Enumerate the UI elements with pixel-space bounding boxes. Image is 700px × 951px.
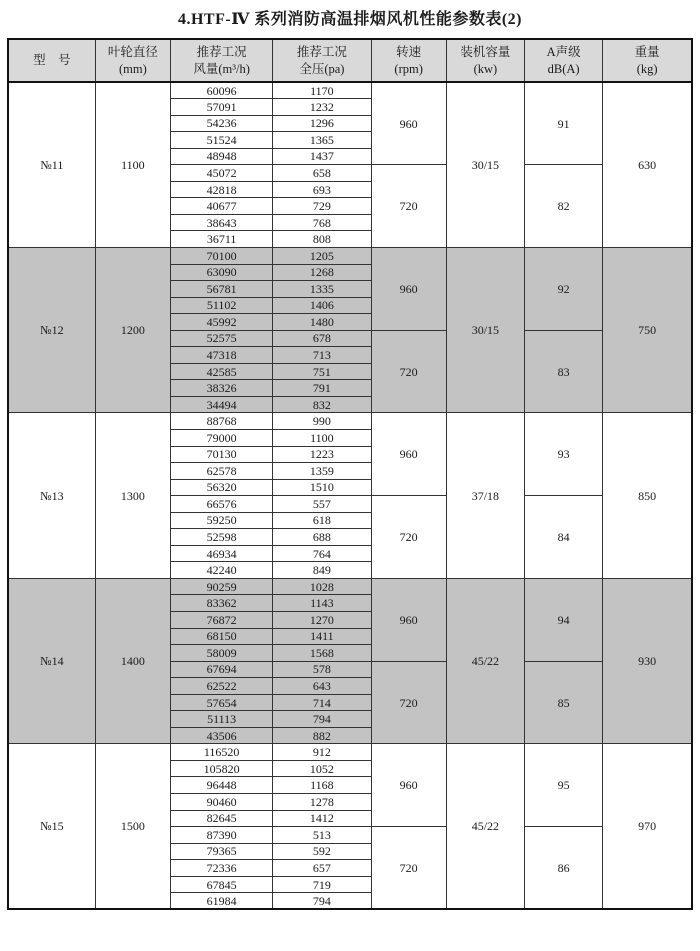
cell-airflow: 62522 [170,678,272,695]
cell-pressure: 714 [273,694,371,711]
cell-airflow: 57654 [170,694,272,711]
cell-airflow: 58009 [170,645,272,662]
cell-noise-level: 86 [524,827,602,910]
header-line1: 重量 [634,45,660,60]
cell-pressure: 592 [273,843,371,860]
cell-noise-level: 85 [524,661,602,744]
cell-airflow: 67694 [170,661,272,678]
cell-pressure: 1268 [273,264,371,281]
cell-pressure: 1568 [273,645,371,662]
header-row [8,39,692,82]
cell-capacity: 45/22 [446,744,524,909]
cell-pressure: 1437 [273,148,371,165]
cell-pressure: 1052 [273,760,371,777]
cell-pressure: 912 [273,744,371,761]
cell-pressure: 1411 [273,628,371,645]
cell-airflow: 68150 [170,628,272,645]
cell-pressure: 1170 [273,82,371,99]
cell-airflow: 88768 [170,413,272,430]
header-line1: 叶轮直径 [107,45,158,60]
cell-pressure: 1365 [273,132,371,149]
cell-pressure: 1223 [273,446,371,463]
cell-airflow: 72336 [170,860,272,877]
header-cell-6 [524,39,602,82]
cell-rpm: 960 [371,413,446,496]
cell-rpm: 960 [371,744,446,827]
cell-pressure: 1028 [273,578,371,595]
cell-pressure: 882 [273,727,371,744]
cell-airflow: 52598 [170,529,272,546]
cell-pressure: 688 [273,529,371,546]
cell-airflow: 67845 [170,876,272,893]
cell-pressure: 1143 [273,595,371,612]
header-line2: (mm) [118,61,147,76]
header-line2: (rpm) [394,61,423,76]
cell-rpm: 720 [371,827,446,910]
cell-airflow: 63090 [170,264,272,281]
header-cell-7 [603,39,692,82]
cell-pressure: 693 [273,181,371,198]
cell-capacity: 45/22 [446,578,524,743]
cell-airflow: 40677 [170,198,272,215]
cell-pressure: 794 [273,711,371,728]
cell-pressure: 1278 [273,794,371,811]
cell-airflow: 52575 [170,330,272,347]
cell-pressure: 1510 [273,479,371,496]
cell-airflow: 87390 [170,827,272,844]
cell-pressure: 1205 [273,247,371,264]
table-body [8,82,692,909]
header-cell-5 [446,39,524,82]
cell-rpm: 720 [371,165,446,248]
cell-weight: 750 [603,247,692,412]
cell-airflow: 45992 [170,314,272,331]
cell-rpm: 960 [371,247,446,330]
header-cell-0 [8,39,95,82]
cell-noise-level: 93 [524,413,602,496]
cell-airflow: 76872 [170,612,272,629]
cell-pressure: 713 [273,347,371,364]
cell-airflow: 82645 [170,810,272,827]
cell-pressure: 751 [273,363,371,380]
cell-airflow: 62578 [170,463,272,480]
header-line1: 型 号 [33,53,71,68]
cell-airflow: 56320 [170,479,272,496]
document-page [0,6,700,910]
cell-airflow: 96448 [170,777,272,794]
cell-airflow: 42240 [170,562,272,579]
cell-airflow: 70100 [170,247,272,264]
cell-airflow: 66576 [170,496,272,513]
cell-pressure: 729 [273,198,371,215]
cell-pressure: 1270 [273,612,371,629]
cell-airflow: 90259 [170,578,272,595]
header-line1: A声级 [546,45,581,60]
cell-pressure: 513 [273,827,371,844]
cell-airflow: 38643 [170,214,272,231]
cell-model: №12 [8,247,95,412]
cell-noise-level: 82 [524,165,602,248]
cell-airflow: 60096 [170,82,272,99]
cell-airflow: 34494 [170,396,272,413]
cell-model: №11 [8,82,95,247]
cell-pressure: 719 [273,876,371,893]
cell-rpm: 720 [371,496,446,579]
header-line2: dB(A) [547,61,580,76]
cell-weight: 630 [603,82,692,247]
cell-pressure: 808 [273,231,371,248]
fan-performance-table [7,38,693,910]
cell-model: №15 [8,744,95,909]
cell-diameter: 1100 [95,82,170,247]
cell-airflow: 42585 [170,363,272,380]
header-line2: (kg) [636,61,658,76]
cell-noise-level: 91 [524,82,602,165]
cell-airflow: 70130 [170,446,272,463]
cell-airflow: 116520 [170,744,272,761]
cell-airflow: 38326 [170,380,272,397]
page-title: 4.HTF-Ⅳ 系列消防高温排烟风机性能参数表(2) [177,11,523,28]
cell-airflow: 51524 [170,132,272,149]
cell-airflow: 42818 [170,181,272,198]
cell-airflow: 90460 [170,794,272,811]
header-cell-3 [273,39,371,82]
cell-weight: 850 [603,413,692,578]
cell-pressure: 1168 [273,777,371,794]
header-line1: 推荐工况 [196,45,247,60]
cell-pressure: 1296 [273,115,371,132]
cell-airflow: 51113 [170,711,272,728]
cell-pressure: 990 [273,413,371,430]
cell-pressure: 794 [273,893,371,910]
header-line2: 风量(m³/h) [193,61,250,76]
cell-pressure: 618 [273,512,371,529]
cell-diameter: 1200 [95,247,170,412]
cell-pressure: 832 [273,396,371,413]
cell-airflow: 56781 [170,281,272,298]
cell-airflow: 43506 [170,727,272,744]
cell-pressure: 764 [273,545,371,562]
cell-capacity: 30/15 [446,247,524,412]
cell-pressure: 1412 [273,810,371,827]
header-cell-4 [371,39,446,82]
table-row [8,247,692,264]
cell-pressure: 791 [273,380,371,397]
cell-noise-level: 94 [524,578,602,661]
cell-pressure: 849 [273,562,371,579]
cell-pressure: 1100 [273,429,371,446]
cell-airflow: 51102 [170,297,272,314]
cell-model: №13 [8,413,95,578]
cell-pressure: 557 [273,496,371,513]
cell-weight: 970 [603,744,692,909]
cell-pressure: 768 [273,214,371,231]
cell-rpm: 960 [371,578,446,661]
header-cell-1 [95,39,170,82]
cell-airflow: 79365 [170,843,272,860]
header-line1: 转速 [396,45,422,60]
cell-airflow: 83362 [170,595,272,612]
cell-airflow: 54236 [170,115,272,132]
cell-pressure: 658 [273,165,371,182]
header-line2: 全压(pa) [299,61,345,76]
cell-airflow: 61984 [170,893,272,910]
cell-airflow: 105820 [170,760,272,777]
cell-diameter: 1300 [95,413,170,578]
cell-weight: 930 [603,578,692,743]
cell-pressure: 1359 [273,463,371,480]
table-header [8,39,692,82]
cell-pressure: 1406 [273,297,371,314]
header-line1: 推荐工况 [296,45,347,60]
header-line2: (kw) [473,61,498,76]
cell-airflow: 45072 [170,165,272,182]
cell-pressure: 657 [273,860,371,877]
cell-pressure: 578 [273,661,371,678]
cell-diameter: 1500 [95,744,170,909]
header-line1: 装机容量 [460,45,511,60]
cell-noise-level: 84 [524,496,602,579]
cell-pressure: 1480 [273,314,371,331]
cell-pressure: 678 [273,330,371,347]
cell-rpm: 960 [371,82,446,165]
cell-airflow: 47318 [170,347,272,364]
table-row [8,82,692,99]
table-row [8,413,692,430]
cell-pressure: 643 [273,678,371,695]
cell-airflow: 36711 [170,231,272,248]
cell-airflow: 46934 [170,545,272,562]
cell-diameter: 1400 [95,578,170,743]
table-row [8,578,692,595]
cell-rpm: 720 [371,330,446,413]
cell-rpm: 720 [371,661,446,744]
cell-noise-level: 92 [524,247,602,330]
cell-noise-level: 83 [524,330,602,413]
cell-noise-level: 95 [524,744,602,827]
header-cell-2 [170,39,272,82]
cell-airflow: 59250 [170,512,272,529]
table-row [8,744,692,761]
cell-capacity: 30/15 [446,82,524,247]
cell-airflow: 57091 [170,99,272,116]
cell-pressure: 1335 [273,281,371,298]
cell-pressure: 1232 [273,99,371,116]
cell-airflow: 48948 [170,148,272,165]
cell-airflow: 79000 [170,429,272,446]
cell-model: №14 [8,578,95,743]
cell-capacity: 37/18 [446,413,524,578]
